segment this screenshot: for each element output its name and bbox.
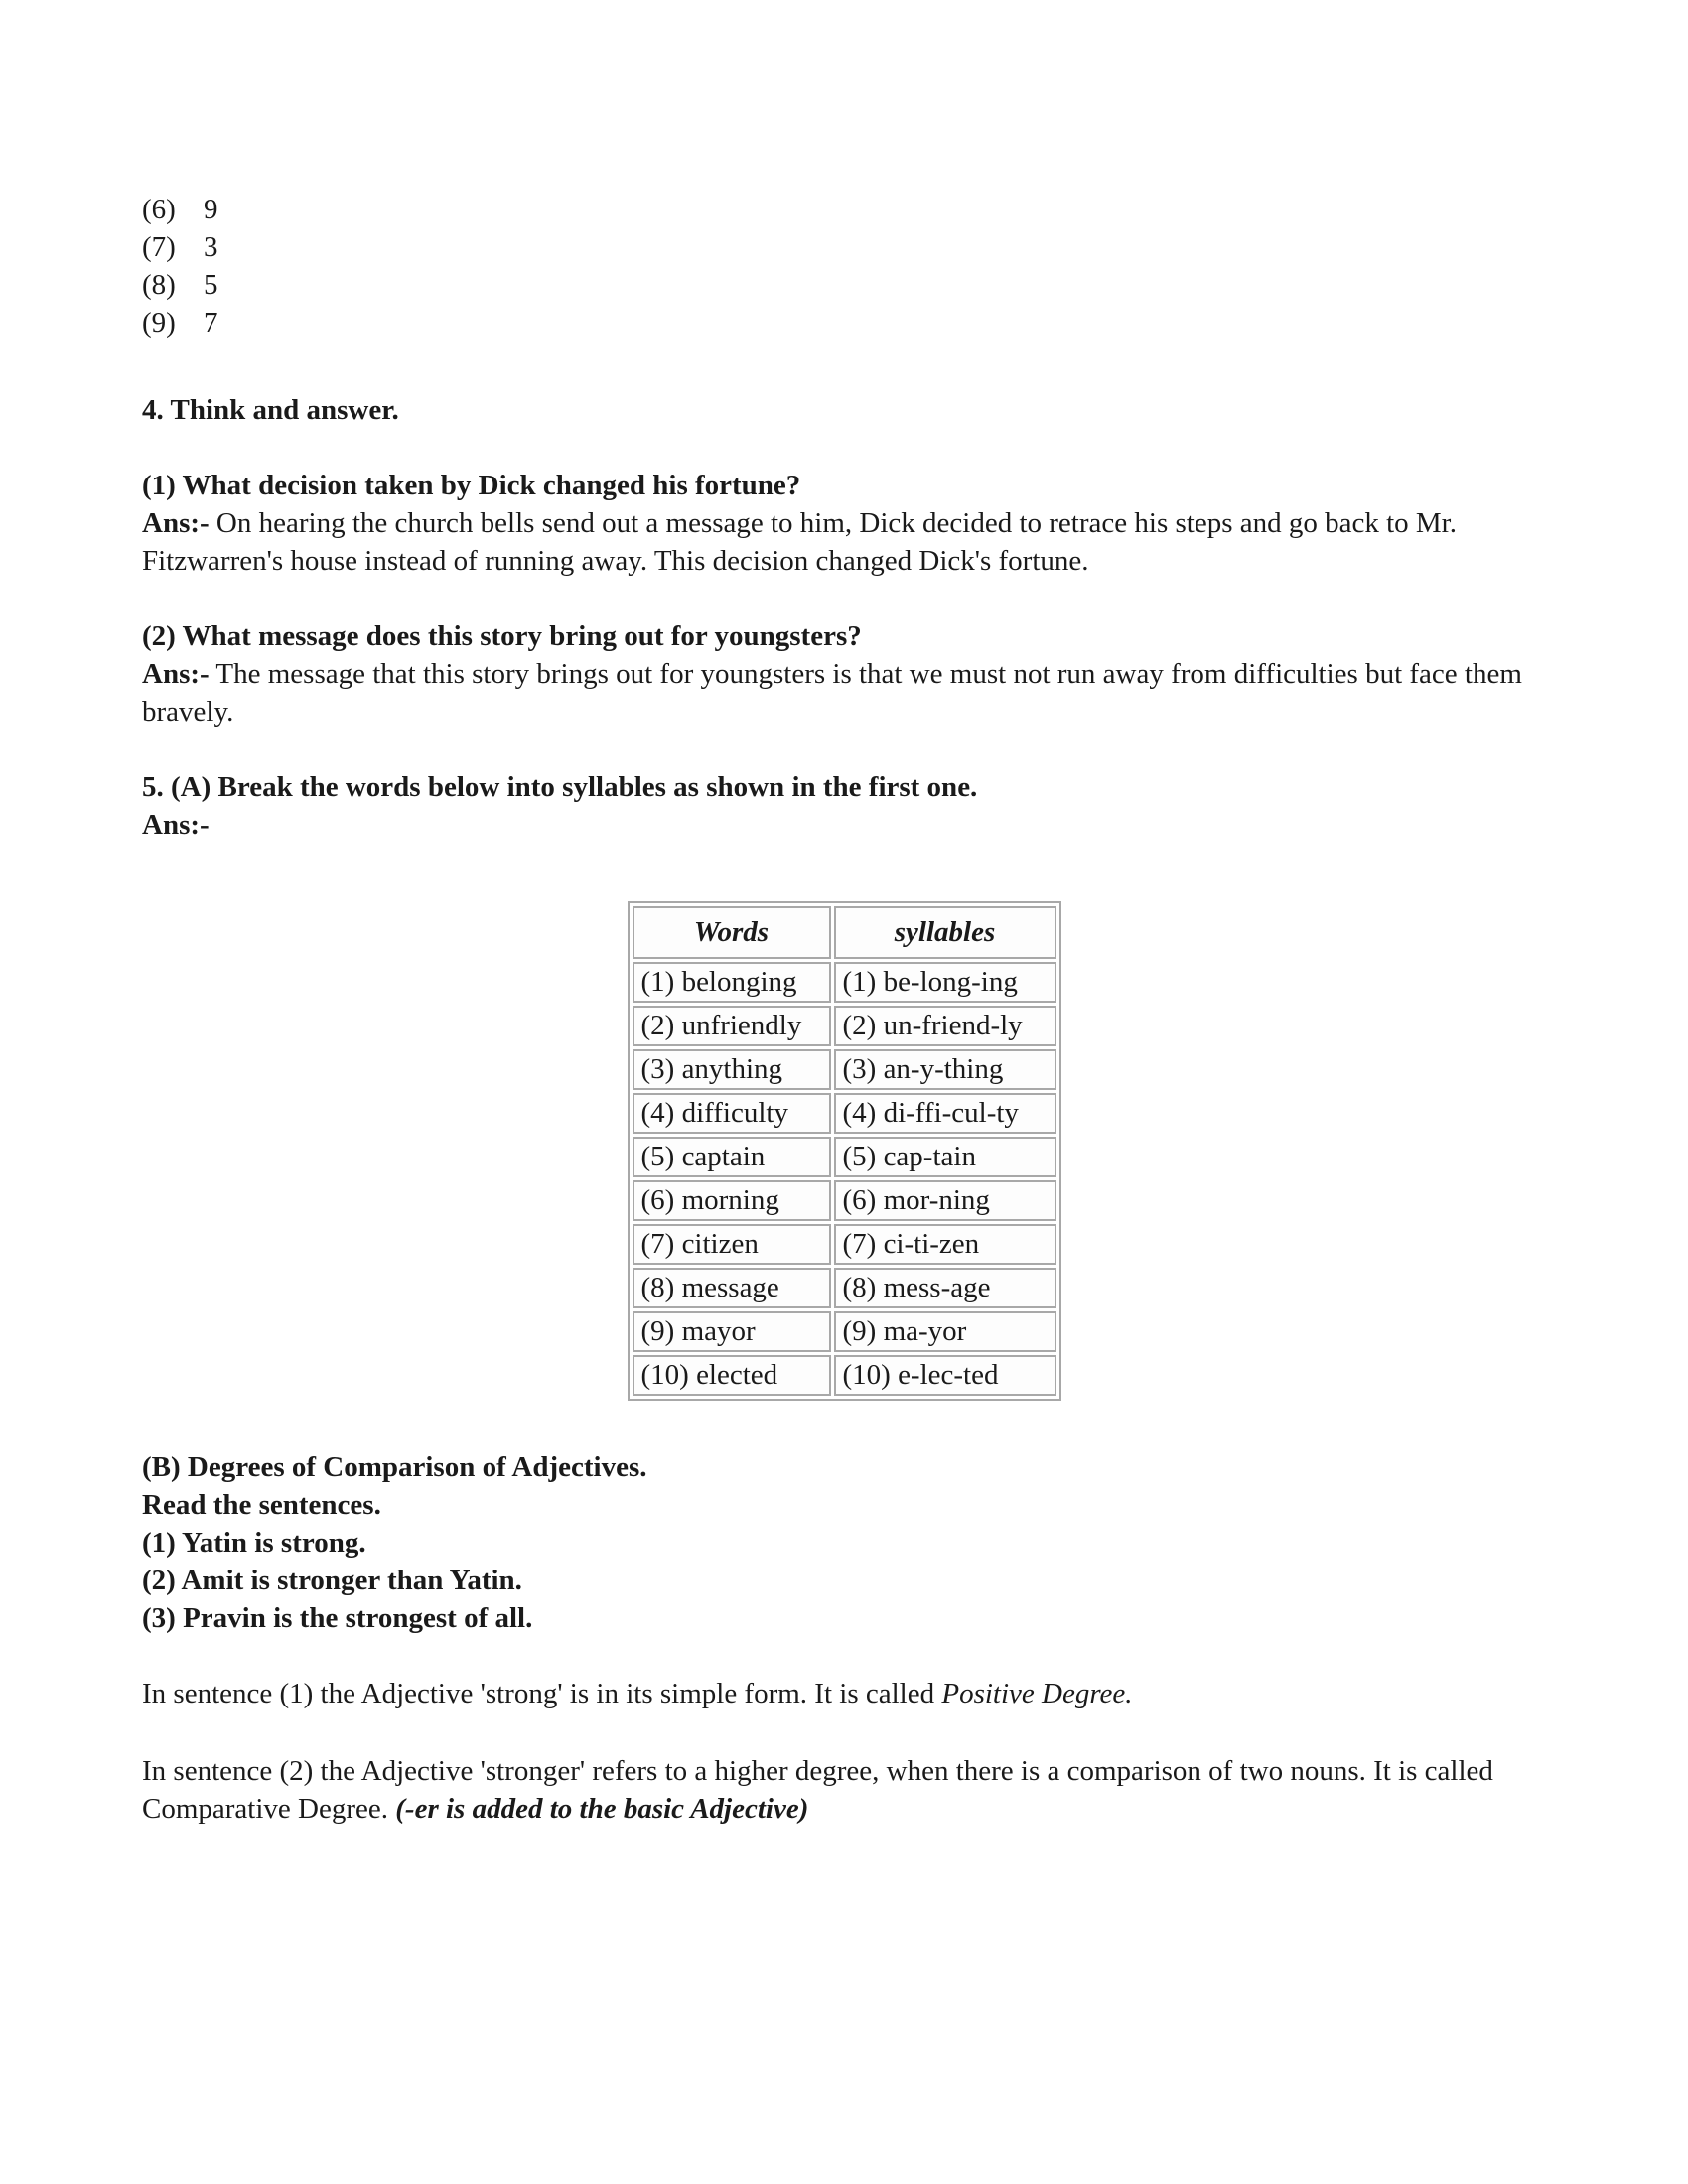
table-row — [633, 1049, 1056, 1090]
syllables-table-body — [633, 962, 1056, 1396]
table-row — [633, 1180, 1056, 1221]
table-cell-word: (1) belonging — [633, 962, 831, 1003]
section5a-ans-label: Ans:- — [142, 809, 210, 841]
section4-heading: 4. Think and answer. — [142, 394, 399, 426]
table-cell-word: (3) anything — [633, 1049, 831, 1090]
answer-item-number: (7) — [142, 231, 176, 263]
answer-item-value: 3 — [204, 231, 218, 263]
table-row — [633, 1268, 1056, 1308]
table-cell-syllable: (8) mess-age — [834, 1268, 1056, 1308]
table-row — [633, 1006, 1056, 1046]
answer-list-item — [142, 228, 1546, 266]
example-sentence-3: (3) Pravin is the strongest of all. — [142, 1602, 533, 1634]
syllables-table — [628, 901, 1061, 1401]
table-header-syllables: syllables — [834, 906, 1056, 959]
table-cell-word: (2) unfriendly — [633, 1006, 831, 1046]
table-cell-syllable: (3) an-y-thing — [834, 1049, 1056, 1090]
answer-item-value: 5 — [204, 269, 218, 301]
table-cell-word: (10) elected — [633, 1355, 831, 1396]
table-cell-syllable: (5) cap-tain — [834, 1137, 1056, 1177]
positive-degree-paragraph — [142, 1675, 1546, 1712]
table-header-row — [633, 906, 1056, 959]
answer-list-item — [142, 266, 1546, 304]
table-cell-syllable: (1) be-long-ing — [834, 962, 1056, 1003]
answer-list — [142, 191, 1546, 341]
table-cell-syllable: (4) di-ffi-cul-ty — [834, 1093, 1056, 1134]
answer-item-number: (8) — [142, 269, 176, 301]
table-cell-syllable: (7) ci-ti-zen — [834, 1224, 1056, 1265]
answer-item-number: (6) — [142, 194, 176, 225]
example-sentence-2: (2) Amit is stronger than Yatin. — [142, 1565, 522, 1596]
table-cell-syllable: (9) ma-yor — [834, 1311, 1056, 1352]
syllables-table-head — [633, 906, 1056, 959]
table-cell-word: (5) captain — [633, 1137, 831, 1177]
table-row — [633, 1137, 1056, 1177]
answer-2-text: The message that this story brings out for youngsters is that we must not run away from difficulties but face them bravely. — [142, 658, 1522, 728]
table-header-words: Words — [633, 906, 831, 959]
positive-degree-text: In sentence (1) the Adjective 'strong' is in its simple form. It is called — [142, 1678, 942, 1709]
answer-item-number: (9) — [142, 307, 176, 339]
table-cell-syllable: (2) un-friend-ly — [834, 1006, 1056, 1046]
table-row — [633, 1224, 1056, 1265]
answer-1-label: Ans:- — [142, 507, 210, 539]
question-1-block — [142, 467, 1546, 580]
table-cell-word: (6) morning — [633, 1180, 831, 1221]
table-cell-syllable: (6) mor-ning — [834, 1180, 1056, 1221]
answer-1-paragraph — [142, 504, 1546, 580]
section5b-subheading: Read the sentences. — [142, 1489, 381, 1521]
section5b-block — [142, 1448, 1546, 1637]
table-row — [633, 962, 1056, 1003]
table-row — [633, 1355, 1056, 1396]
comparative-degree-note: (-er is added to the basic Adjective) — [395, 1793, 809, 1825]
question-1-text: (1) What decision taken by Dick changed his fortune? — [142, 470, 801, 501]
question-2-block — [142, 617, 1546, 731]
answer-item-value: 7 — [204, 307, 218, 339]
table-row — [633, 1311, 1056, 1352]
table-cell-word: (9) mayor — [633, 1311, 831, 1352]
answer-1-text: On hearing the church bells send out a message to him, Dick decided to retrace his steps and go back to Mr. Fitzwarren's house instead of running away. This decision changed Dick's fortune. — [142, 507, 1457, 577]
section5a-block — [142, 768, 1546, 844]
table-cell-syllable: (10) e-lec-ted — [834, 1355, 1056, 1396]
table-cell-word: (4) difficulty — [633, 1093, 831, 1134]
comparative-degree-text: In sentence (2) the Adjective 'stronger' refers to a higher degree, when there is a comparison of two nouns. It is called Comparative Degree. — [142, 1755, 1493, 1825]
table-cell-word: (8) message — [633, 1268, 831, 1308]
section5a-heading: 5. (A) Break the words below into syllables as shown in the first one. — [142, 771, 978, 803]
comparative-degree-paragraph — [142, 1752, 1546, 1828]
positive-degree-term: Positive Degree. — [941, 1678, 1133, 1709]
answer-2-paragraph — [142, 655, 1546, 731]
answer-item-value: 9 — [204, 194, 218, 225]
table-cell-word: (7) citizen — [633, 1224, 831, 1265]
example-sentence-1: (1) Yatin is strong. — [142, 1527, 366, 1559]
table-row — [633, 1093, 1056, 1134]
section5b-heading: (B) Degrees of Comparison of Adjectives. — [142, 1451, 647, 1483]
question-2-text: (2) What message does this story bring out for youngsters? — [142, 620, 862, 652]
answer-2-label: Ans:- — [142, 658, 210, 690]
answer-list-item — [142, 191, 1546, 228]
answer-list-item — [142, 304, 1546, 341]
